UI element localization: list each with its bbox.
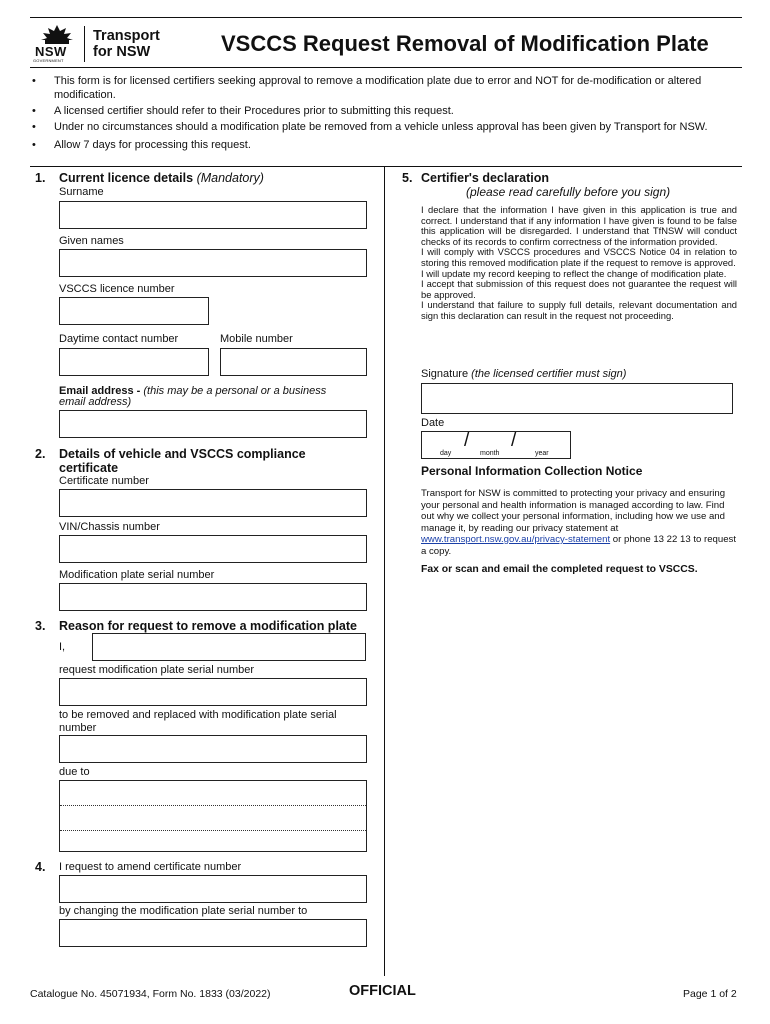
reason-line [60,830,366,831]
replaced-label-1: to be removed and replaced with modification plate serial [59,709,337,721]
section-5-subheading: (please read carefully before you sign) [466,185,671,199]
declaration-paragraph: I accept that submission of this request does not guarantee the request will be approved. [421,278,737,300]
section-1-number: 1. [35,171,46,185]
section-5-heading: Certifier's declaration [421,171,550,185]
licence-number-field[interactable] [59,297,209,325]
year-caption: year [535,450,549,457]
amend-certificate-label: I request to amend certificate number [59,861,242,873]
top-rule [30,17,742,18]
section-3-heading: Reason for request to remove a modification plate [59,619,357,633]
email-field[interactable] [59,410,367,438]
mobile-number-field[interactable] [220,348,367,376]
email-note-1: (this may be a personal or a business [143,385,327,397]
vin-field[interactable] [59,535,367,563]
daytime-contact-field[interactable] [59,348,209,376]
mobile-number-label: Mobile number [220,333,293,345]
logo-fornsw-text: for NSW [93,44,151,60]
request-serial-field[interactable] [59,678,367,706]
section-1-note: (Mandatory) [196,171,264,185]
amend-certificate-field[interactable] [59,875,367,903]
month-caption: month [480,450,500,457]
sections-rule [30,166,742,167]
vin-label: VIN/Chassis number [59,521,160,533]
section-2-number: 2. [35,447,46,461]
logo-transport-text: Transport [93,28,160,44]
section-2-heading-2: certificate [59,461,119,475]
nsw-logo [33,24,81,62]
instructions-list [30,74,742,154]
logo-nsw-text: NSW [35,44,67,59]
fax-instruction: Fax or scan and email the completed request to VSCCS. [421,564,698,575]
column-divider [384,166,385,976]
declaration-text [421,205,737,322]
due-to-label: due to [59,766,90,778]
declaration-paragraph: I will comply with VSCCS procedures and VSCCS Notice 04 in relation to storing this removed modification plate if the request to remove is approved. [421,246,737,268]
signature-note: (the licensed certifier must sign) [471,368,627,380]
section-4-number: 4. [35,860,46,874]
section-1-title: Current licence details [59,171,194,185]
plate-serial-field[interactable] [59,583,367,611]
signature-label [421,368,626,380]
privacy-text: Transport for NSW is committed to protecting your privacy and ensuring your personal and health information is managed according to law. Find out why we collect your personal information, including how we use and manage it, by reading our privacy statement at [421,488,726,534]
date-slash: / [464,430,470,451]
logo-divider [84,26,85,62]
licence-number-label: VSCCS licence number [59,283,175,295]
day-caption: day [440,450,452,457]
instruction-item: • This form is for licensed certifiers seeking approval to remove a modification plate due to error and NOT for de-modification or altered modification. [30,74,742,102]
signature-label-text: Signature [421,368,469,380]
section-3-number: 3. [35,619,46,633]
certificate-number-field[interactable] [59,489,367,517]
plate-serial-label: Modification plate serial number [59,569,215,581]
privacy-statement-link[interactable]: www.transport.nsw.gov.au/privacy-statement [421,534,611,545]
new-serial-field[interactable] [59,919,367,947]
email-note-2: email address) [59,396,132,408]
i-label: I, [59,641,66,653]
declaration-paragraph: I understand that failure to supply full details, relevant documentation and sign this declaration can result in the request not proceeding. [421,299,737,321]
page-title: VSCCS Request Removal of Modification Plate [221,31,709,56]
date-label: Date [421,417,445,429]
instruction-item: • A licensed certifier should refer to their Procedures prior to submitting this request. [30,104,742,118]
section-1-heading [59,171,264,185]
reason-field[interactable] [59,780,367,852]
section-2-heading-1: Details of vehicle and VSCCS compliance [59,447,306,461]
email-label-bold: Email address - [59,385,141,397]
given-names-label: Given names [59,235,124,247]
privacy-notice-heading: Personal Information Collection Notice [421,464,643,478]
signature-field[interactable] [421,383,733,414]
certificate-number-label: Certificate number [59,475,149,487]
daytime-contact-label: Daytime contact number [59,333,179,345]
section-5-number: 5. [402,171,413,185]
catalogue-number: Catalogue No. 45071934, Form No. 1833 (03/2022) [30,988,271,1000]
declaration-paragraph: I declare that the information I have given in this application is true and correct. I understand that if any information I have given is found to be false this application will be disregarded. I understand that TfNSW will conduct checks of its records to confirm correctness of the information provided. [421,204,737,247]
given-names-field[interactable] [59,249,367,277]
privacy-notice-text [421,488,739,557]
page-number: Page 1 of 2 [683,988,737,1000]
surname-label: Surname [59,186,104,198]
logo-govt-text: GOVERNMENT [33,58,64,63]
official-label: OFFICIAL [349,983,416,999]
waratah-icon [33,24,81,46]
title-rule [30,67,742,68]
surname-field[interactable] [59,201,367,229]
privacy-text-after: or phone 13 22 13 to request a copy. [421,534,737,557]
request-serial-label: request modification plate serial number [59,664,255,676]
reason-line [60,805,366,806]
declaration-paragraph: I will update my record keeping to reflect the change of modification plate. [421,267,727,279]
replaced-label-2: number [59,722,97,734]
replacement-serial-field[interactable] [59,735,367,763]
certifier-name-field[interactable] [92,633,366,661]
instruction-item: • Under no circumstances should a modification plate be removed from a vehicle unless approval has been given by Transport for NSW. [30,120,742,134]
changing-serial-label: by changing the modification plate serial number to [59,905,308,917]
date-slash: / [511,430,517,451]
instruction-item: • Allow 7 days for processing this request. [30,138,742,152]
